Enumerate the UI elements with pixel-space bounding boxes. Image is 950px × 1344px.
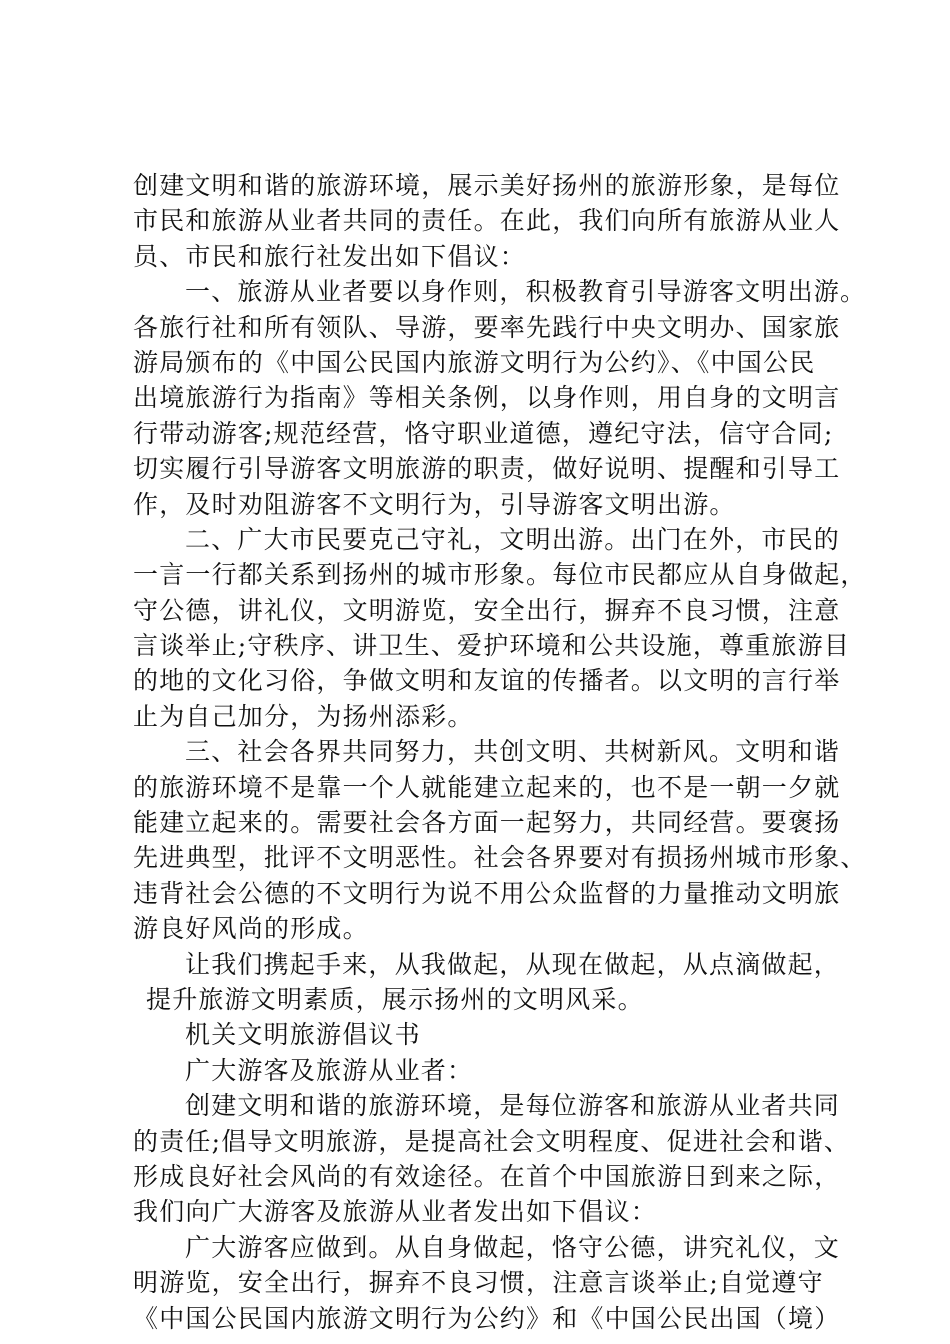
paragraph-first-line: 创建文明和谐的旅游环境，是每位游客和旅游从业者共同: [185, 1091, 841, 1121]
text-line: 先进典型，批评不文明恶性。社会各界要对有损扬州城市形象、: [133, 843, 867, 873]
text-line: 言谈举止;守秩序、讲卫生、爱护环境和公共设施，尊重旅游目: [133, 631, 851, 661]
text-line: 行带动游客;规范经营，恪守职业道德，遵纪守法，信守合同;: [133, 418, 834, 448]
text-line: 《中国公民国内旅游文明行为公约》和《中国公民出国（境）: [133, 1303, 841, 1333]
text-line: 出境旅游行为指南》等相关条例，以身作则，用自身的文明言: [133, 383, 841, 413]
text-line: 的旅游环境不是靠一个人就能建立起来的，也不是一朝一夕就: [133, 772, 841, 802]
text-line: 提升旅游文明素质，展示扬州的文明风采。: [146, 984, 644, 1014]
text-line: 员、市民和旅行社发出如下倡议：: [133, 241, 527, 271]
text-line: 的责任;倡导文明旅游，是提高社会文明程度、促进社会和谐、: [133, 1126, 851, 1156]
text-line: 止为自己加分，为扬州添彩。: [133, 701, 474, 731]
text-line: 能建立起来的。需要社会各方面一起努力，共同经营。要褒扬: [133, 808, 841, 838]
paragraph-first-line: 三、社会各界共同努力，共创文明、共树新风。文明和谐: [185, 737, 841, 767]
paragraph-first-line: 二、广大市民要克己守礼，文明出游。出门在外，市民的: [185, 524, 841, 554]
text-line: 切实履行引导游客文明旅游的职责，做好说明、提醒和引导工: [133, 454, 841, 484]
document-body: [133, 168, 867, 1336]
text-line: 明游览，安全出行，摒弃不良习惯，注意言谈举止;自觉遵守: [133, 1268, 824, 1298]
text-line: 游良好风尚的形成。: [133, 914, 369, 944]
paragraph-first-line: 一、旅游从业者要以身作则，积极教育引导游客文明出游。: [185, 277, 867, 307]
text-line: 守公德，讲礼仪，文明游览，安全出行，摒弃不良习惯，注意: [133, 595, 841, 625]
text-line: 一言一行都关系到扬州的城市形象。每位市民都应从自身做起，: [133, 560, 867, 590]
text-line: 形成良好社会风尚的有效途径。在首个中国旅游日到来之际，: [133, 1161, 841, 1191]
text-line: 游局颁布的《中国公民国内旅游文明行为公约》、《中国公民: [133, 347, 816, 377]
paragraph-first-line: 让我们携起手来，从我做起，从现在做起，从点滴做起，: [185, 949, 841, 979]
text-line: 市民和旅游从业者共同的责任。在此，我们向所有旅游从业人: [133, 206, 841, 236]
text-line: 违背社会公德的不文明行为说不用公众监督的力量推动文明旅: [133, 878, 841, 908]
text-line: 各旅行社和所有领队、导游，要率先践行中央文明办、国家旅: [133, 312, 841, 342]
paragraph-first-line: 广大游客及旅游从业者：: [185, 1055, 474, 1085]
text-line: 我们向广大游客及旅游从业者发出如下倡议：: [133, 1197, 658, 1227]
paragraph-first-line: 机关文明旅游倡议书: [185, 1020, 421, 1050]
text-line: 创建文明和谐的旅游环境，展示美好扬州的旅游形象，是每位: [133, 171, 841, 200]
text-line: 的地的文化习俗，争做文明和友谊的传播者。以文明的言行举: [133, 666, 841, 696]
paragraph-first-line: 广大游客应做到。从自身做起，恪守公德，讲究礼仪，文: [185, 1232, 841, 1262]
text-line: 作，及时劝阻游客不文明行为，引导游客文明出游。: [133, 489, 736, 519]
